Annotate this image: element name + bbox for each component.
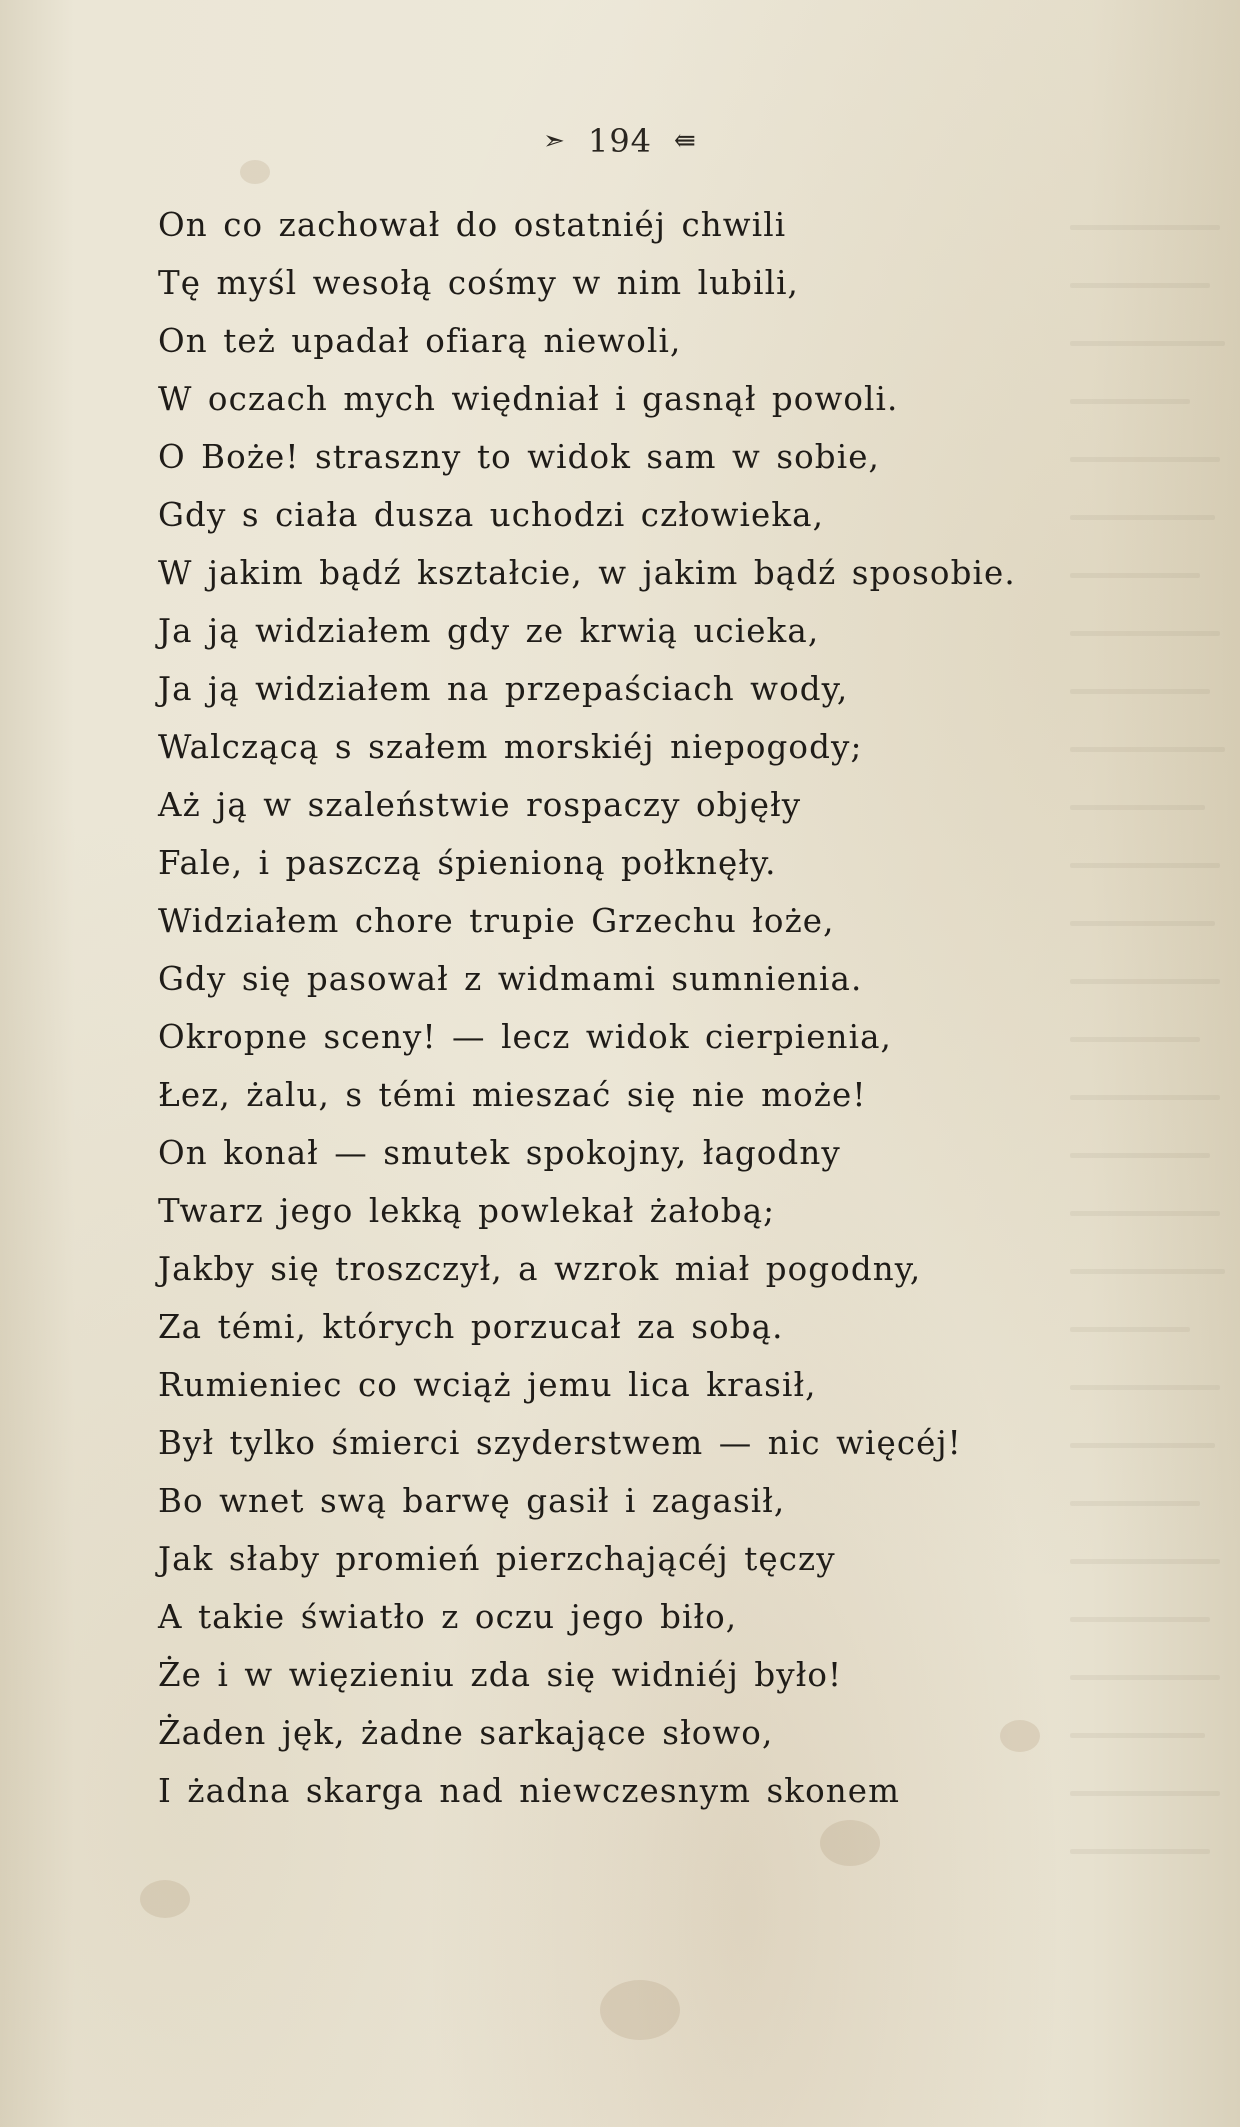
poem-line: Za témi, których porzucał za sobą. [158, 1308, 784, 1346]
poem-line: Ja ją widziałem gdy ze krwią ucieka, [158, 612, 820, 650]
poem-line: A takie światło z oczu jego biło, [158, 1598, 738, 1636]
poem-line: Rumieniec co wciąż jemu lica krasił, [158, 1366, 817, 1404]
poem-line: Okropne sceny! — lecz widok cierpienia, [158, 1018, 892, 1056]
poem-line: O Boże! straszny to widok sam w sobie, [158, 438, 880, 476]
poem-line: Jak słaby promień pierzchającéj tęczy [158, 1540, 836, 1578]
poem-line: I żadna skarga nad niewczesnym skonem [158, 1772, 901, 1810]
poem-line: Bo wnet swą barwę gasił i zagasił, [158, 1482, 786, 1520]
ornament-right-icon: ⇚ [674, 126, 697, 156]
poem-line: Gdy się pasował z widmami sumnienia. [158, 960, 863, 998]
poem-line: On też upadał ofiarą niewoli, [158, 322, 682, 360]
poem-line: On co zachował do ostatniéj chwili [158, 206, 787, 244]
poem-line: Ja ją widziałem na przepaściach wody, [158, 670, 849, 708]
poem-line: Łez, żalu, s témi mieszać się nie może! [158, 1076, 867, 1114]
poem-line: On konał — smutek spokojny, łagodny [158, 1134, 841, 1172]
poem-line: Był tylko śmierci szyderstwem — nic więcéj! [158, 1424, 962, 1462]
poem-text [158, 196, 1218, 1820]
foxing-spot [140, 1880, 190, 1918]
foxing-spot [600, 1980, 680, 2040]
poem-line: Gdy s ciała dusza uchodzi człowieka, [158, 496, 825, 534]
ornament-left-icon: ➣ [543, 126, 566, 156]
foxing-spot [240, 160, 270, 184]
poem-line: Jakby się troszczył, a wzrok miał pogodny, [158, 1250, 922, 1288]
poem-line: W jakim bądź kształcie, w jakim bądź sposobie. [158, 554, 1016, 592]
poem-line: Twarz jego lekką powlekał żałobą; [158, 1192, 776, 1230]
poem-line: W oczach mych więdniał i gasnął powoli. [158, 380, 899, 418]
page-number: 194 [587, 122, 653, 160]
foxing-spot [820, 1820, 880, 1866]
poem-line: Walczącą s szałem morskiéj niepogody; [158, 728, 863, 766]
poem-line: Aż ją w szaleństwie rospaczy objęły [158, 786, 802, 824]
poem-line: Że i w więzieniu zda się widniéj było! [158, 1656, 843, 1694]
poem-line: Żaden jęk, żadne sarkające słowo, [158, 1714, 774, 1752]
page-header [0, 122, 1240, 160]
poem-line: Fale, i paszczą śpienioną połknęły. [158, 844, 777, 882]
poem-line: Widziałem chore trupie Grzechu łoże, [158, 902, 835, 940]
poem-line: Tę myśl wesołą cośmy w nim lubili, [158, 264, 799, 302]
